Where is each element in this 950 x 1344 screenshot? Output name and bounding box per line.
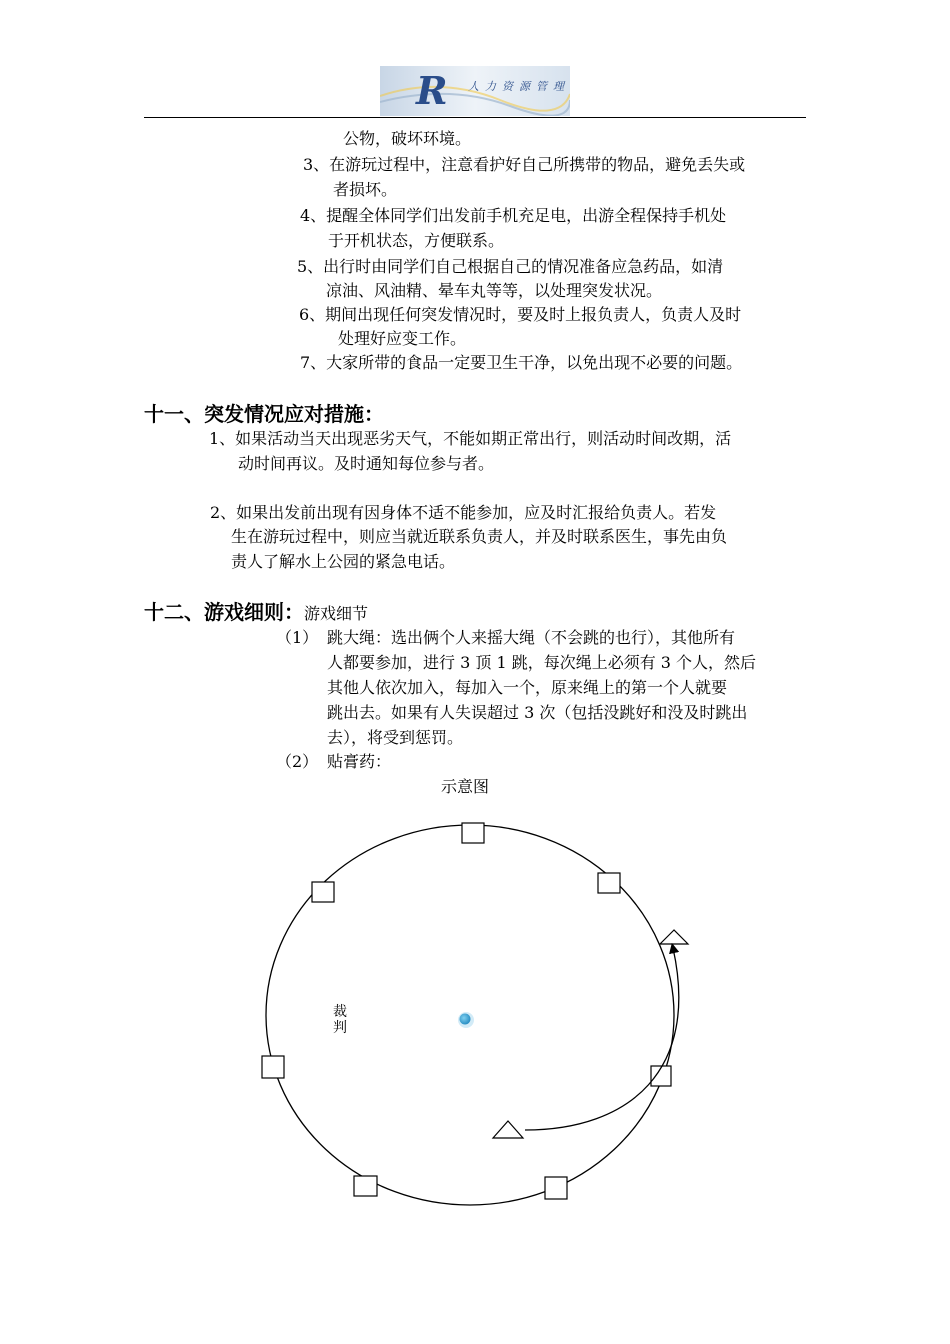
player-square <box>545 1177 567 1199</box>
player-square <box>462 823 484 843</box>
section-11-heading: 十一、突发情况应对措施： <box>144 402 384 426</box>
section-12-title: 十二、游戏细则： <box>144 600 304 624</box>
item-2-text: 贴膏药： <box>327 752 392 771</box>
player-square <box>354 1176 377 1196</box>
item-1-line: 跳大绳：选出俩个人来摇大绳（不会跳的也行），其他所有 <box>327 628 736 647</box>
tip-line: 者损坏。 <box>333 180 398 199</box>
tip-line: 6、期间出现任何突发情况时，要及时上报负责人，负责人及时 <box>299 305 742 324</box>
player-square <box>312 882 334 902</box>
diagram-svg <box>250 810 710 1220</box>
item-1-line: 跳出去。如果有人失误超过 3 次（包括没跳好和没及时跳出 <box>327 703 748 722</box>
section-11-line: 2、如果出发前出现有因身体不适不能参加，应及时汇报给负责人。若发 <box>210 503 717 522</box>
header-logo <box>380 66 570 116</box>
chase-arrow <box>525 948 679 1130</box>
tip-line: 4、提醒全体同学们出发前手机充足电，出游全程保持手机处 <box>300 206 727 225</box>
game-diagram <box>250 810 710 1224</box>
section-11-line: 动时间再议。及时通知每位参与者。 <box>238 454 495 473</box>
section-11-line: 1、如果活动当天出现恶劣天气，不能如期正常出行，则活动时间改期，活 <box>209 429 732 448</box>
player-square <box>262 1056 284 1078</box>
logo-glyph: R <box>416 68 448 113</box>
tip-line: 处理好应变工作。 <box>338 329 467 348</box>
tip-line: 于开机状态，方便联系。 <box>328 231 505 250</box>
diagram-title: 示意图 <box>441 777 490 796</box>
item-1-line: 去），将受到惩罚。 <box>327 728 464 747</box>
player-square <box>598 873 620 893</box>
section-11-line: 责人了解水上公园的紧急电话。 <box>231 552 456 571</box>
runner-triangle <box>493 1121 523 1138</box>
item-1-number: （1） <box>276 628 319 647</box>
section-12-heading <box>144 598 368 628</box>
header-rule <box>144 117 806 118</box>
tip-line: 5、出行时由同学们自己根据自己的情况准备应急药品，如清 <box>297 257 724 276</box>
item-1-line: 其他人依次加入，每加入一个，原来绳上的第一个人就要 <box>327 678 728 697</box>
item-2-number: （2） <box>276 752 319 771</box>
section-11-line: 生在游玩过程中，则应当就近联系负责人，并及时联系医生，事先由负 <box>231 527 728 546</box>
chaser-triangle <box>660 930 688 944</box>
tip-line: 3、在游玩过程中，注意看护好自己所携带的物品，避免丢失或 <box>303 155 746 174</box>
tip-line: 凉油、风油精、晕车丸等等，以处理突发状况。 <box>326 281 663 300</box>
item-1-line: 人都要参加，进行 3 顶 1 跳，每次绳上必须有 3 个人，然后 <box>327 653 757 672</box>
referee-label-2: 判 <box>333 1020 347 1036</box>
logo-text: 人力资源管理 <box>468 80 570 93</box>
tip-line: 7、大家所带的食品一定要卫生干净，以免出现不必要的问题。 <box>300 353 743 372</box>
referee-label-1: 裁 <box>333 1004 347 1020</box>
tip-line: 公物，破坏环境。 <box>343 129 472 148</box>
center-dot-core <box>460 1014 471 1025</box>
section-12-subheading: 游戏细节 <box>304 604 369 623</box>
